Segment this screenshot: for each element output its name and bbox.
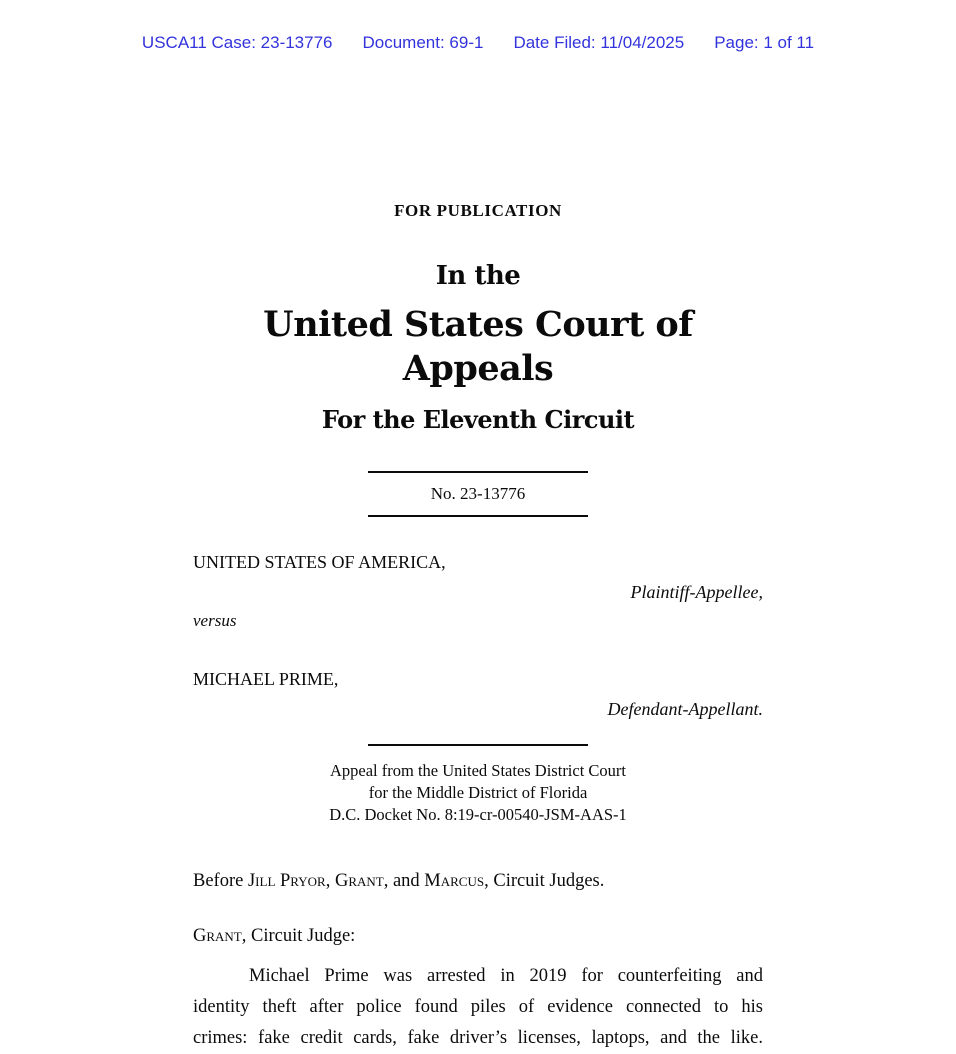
court-name: United States Court of Appeals (263, 304, 693, 389)
panel-separator: , and (383, 871, 425, 891)
panel-suffix: , Circuit Judges. (484, 871, 605, 891)
court-circuit: For the Eleventh Circuit (321, 405, 635, 434)
stamp-page-number: Page: 1 of 11 (714, 33, 815, 52)
stamp-case-number: USCA11 Case: 23-13776 (141, 33, 333, 52)
opinion-author-suffix: , Circuit Judge: (241, 926, 356, 946)
origin-district-line: for the Middle District of Florida (368, 783, 588, 802)
divider-top (368, 471, 588, 473)
paragraph-line: crimes: fake credit cards, fake driver’s licenses, laptops, and the like. (193, 1028, 763, 1048)
judge-jill-pryor: Jill Pryor (247, 871, 326, 891)
appeal-origin (193, 760, 763, 826)
panel-separator: , (325, 871, 335, 891)
plaintiff-name: UNITED STATES OF AMERICA, (193, 552, 446, 572)
paragraph-line: identity theft after police found piles of evidence connected to his (193, 997, 763, 1017)
stamp-date-filed: Date Filed: 11/04/2025 (513, 33, 685, 52)
judge-grant: Grant (334, 871, 384, 891)
divider-bottom (368, 515, 588, 517)
plaintiff-role: Plaintiff-Appellee, (630, 582, 763, 602)
judge-marcus: Marcus (424, 871, 485, 891)
case-number: No. 23-13776 (430, 484, 526, 503)
origin-docket-line: D.C. Docket No. 8:19-cr-00540-JSM-AAS-1 (329, 805, 627, 824)
opinion-author: Grant (193, 926, 242, 946)
opinion-paragraph (193, 961, 763, 1054)
publication-notice: FOR PUBLICATION (394, 201, 562, 220)
paragraph-line: Michael Prime was arrested in 2019 for counterfeiting and (249, 966, 763, 986)
stamp-document-number: Document: 69-1 (362, 33, 484, 52)
document-body (193, 201, 763, 1054)
panel-prefix: Before (193, 871, 248, 891)
defendant-role: Defendant-Appellant. (607, 699, 763, 719)
efiling-stamp (0, 0, 956, 53)
defendant-name: MICHAEL PRIME, (193, 669, 339, 689)
opinion-author-line (193, 925, 763, 947)
panel-line (193, 870, 763, 892)
divider-origin (368, 744, 588, 746)
versus-label: versus (193, 611, 237, 630)
origin-court-line: Appeal from the United States District Court (329, 761, 627, 780)
court-intro: In the (435, 261, 521, 291)
